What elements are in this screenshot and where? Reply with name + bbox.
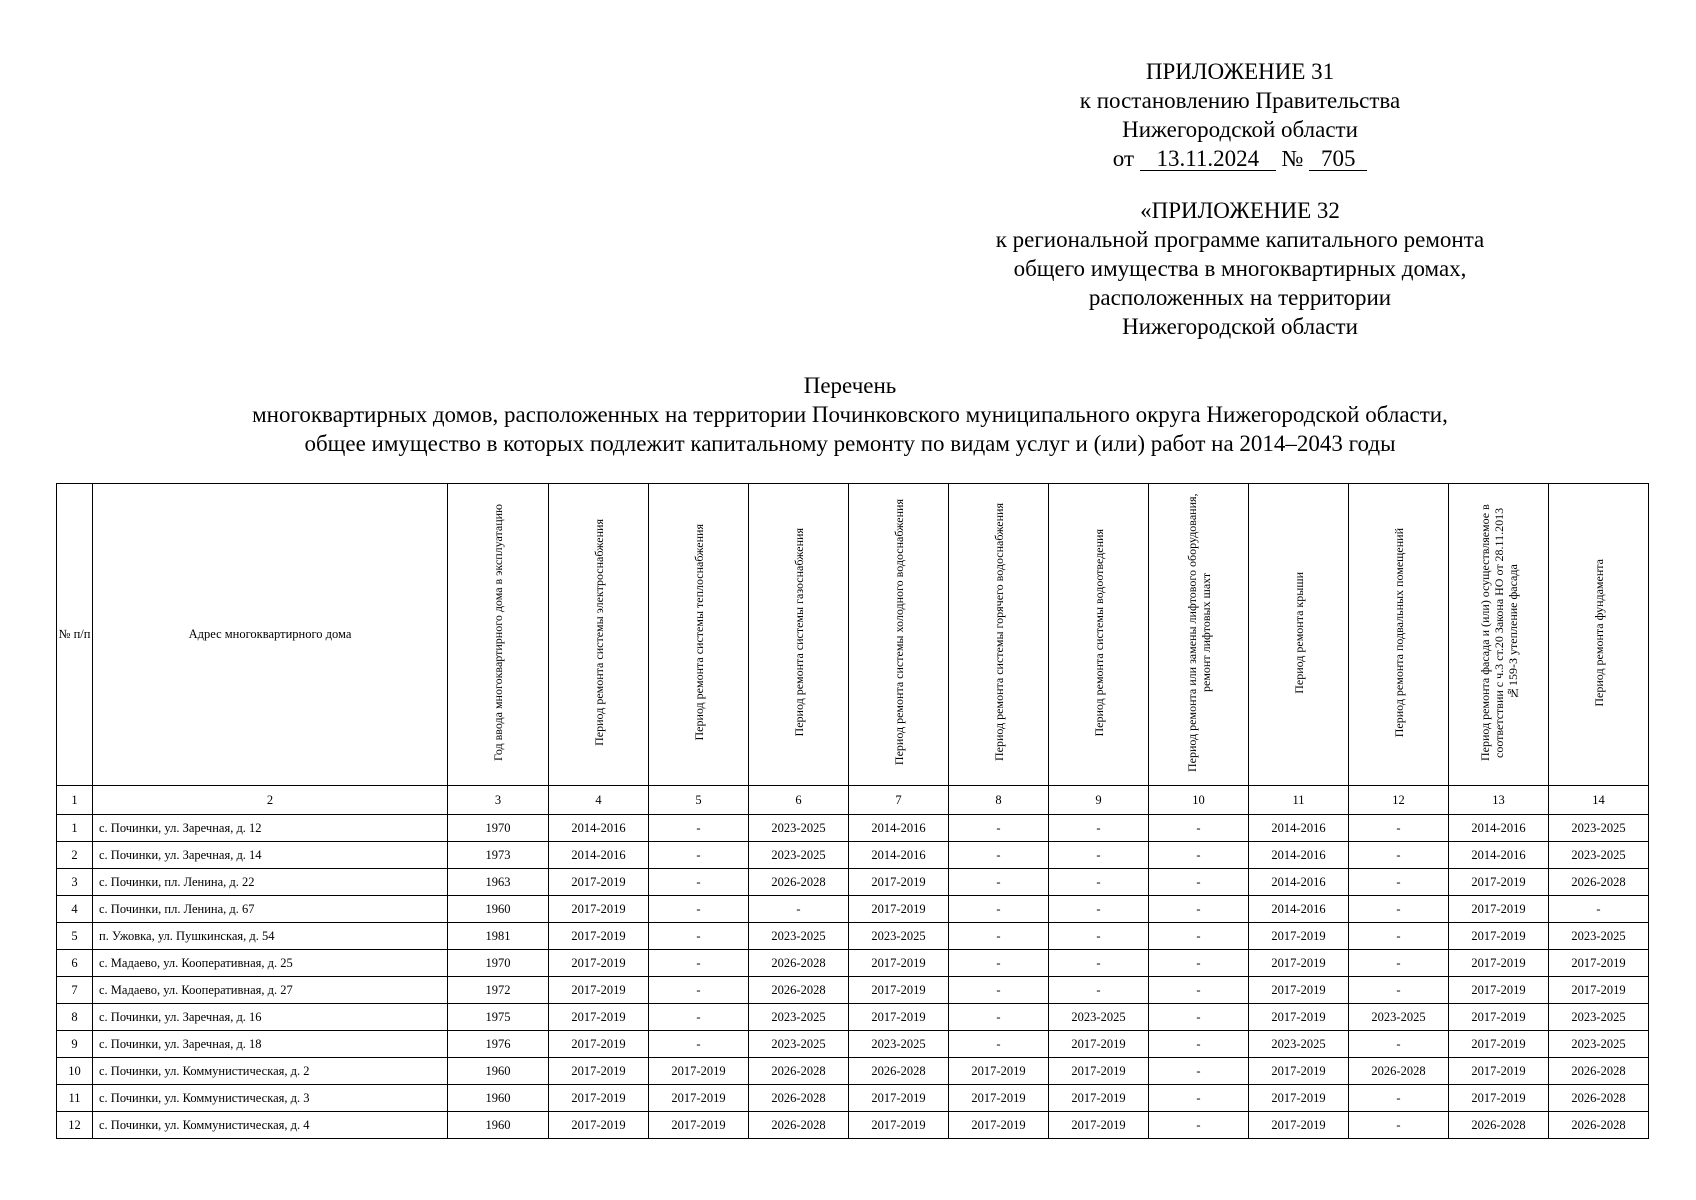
table-cell: 2	[57, 842, 93, 869]
table-cell: 1960	[448, 896, 549, 923]
table-cell: -	[949, 1004, 1049, 1031]
table-cell: 2017-2019	[649, 1058, 749, 1085]
table-cell: -	[949, 950, 1049, 977]
header-address: Адрес многоквартирного дома	[93, 484, 448, 786]
table-cell: 3	[57, 869, 93, 896]
table-cell: -	[649, 950, 749, 977]
header-sewage: Период ремонта системы водоотведения	[1049, 484, 1149, 786]
column-number-cell: 13	[1449, 786, 1549, 815]
table-cell: 2017-2019	[649, 1085, 749, 1112]
table-cell: -	[949, 842, 1049, 869]
table-cell: 2026-2028	[1549, 1058, 1649, 1085]
table-cell: 2014-2016	[1249, 815, 1349, 842]
address-cell: с. Починки, ул. Коммунистическая, д. 4	[93, 1112, 448, 1139]
table-cell: 2017-2019	[1049, 1058, 1149, 1085]
table-cell: 2026-2028	[749, 977, 849, 1004]
table-cell: -	[1349, 923, 1449, 950]
table-cell: 2023-2025	[1549, 842, 1649, 869]
table-cell: 2026-2028	[1549, 1085, 1649, 1112]
table-cell: 1960	[448, 1112, 549, 1139]
table-cell: 2017-2019	[549, 1112, 649, 1139]
table-cell: 2014-2016	[849, 815, 949, 842]
table-cell: -	[1149, 842, 1249, 869]
table-cell: 2017-2019	[849, 896, 949, 923]
table-cell: 2017-2019	[549, 1058, 649, 1085]
table-cell: 2026-2028	[1549, 869, 1649, 896]
table-cell: -	[1149, 1031, 1249, 1058]
table-cell: -	[649, 923, 749, 950]
decree-date: 13.11.2024	[1140, 148, 1276, 171]
table-cell: -	[1149, 950, 1249, 977]
table-cell: 2023-2025	[749, 1031, 849, 1058]
table-cell: 2017-2019	[949, 1112, 1049, 1139]
table-cell: 2023-2025	[749, 1004, 849, 1031]
table-cell: 8	[57, 1004, 93, 1031]
column-number-cell: 4	[549, 786, 649, 815]
table-cell: -	[1349, 869, 1449, 896]
table-cell: 2017-2019	[849, 869, 949, 896]
column-number-cell: 10	[1149, 786, 1249, 815]
table-cell: -	[1149, 869, 1249, 896]
table-cell: -	[1349, 842, 1449, 869]
table-cell: 2017-2019	[1249, 1058, 1349, 1085]
table-cell: 2014-2016	[549, 842, 649, 869]
table-cell: -	[1049, 896, 1149, 923]
table-cell: 2023-2025	[849, 1031, 949, 1058]
table-cell: 9	[57, 1031, 93, 1058]
column-number-row	[57, 786, 1649, 815]
table-cell: 2014-2016	[849, 842, 949, 869]
column-number-cell: 3	[448, 786, 549, 815]
table-cell: -	[949, 923, 1049, 950]
table-cell: 2017-2019	[1449, 1004, 1549, 1031]
header-roof: Период ремонта крыши	[1249, 484, 1349, 786]
table-cell: 2023-2025	[1549, 923, 1649, 950]
table-cell: 2017-2019	[549, 1004, 649, 1031]
table-cell: -	[1149, 1004, 1249, 1031]
table-cell: 2026-2028	[1349, 1058, 1449, 1085]
table-cell: 2017-2019	[849, 1004, 949, 1031]
table-cell: -	[649, 1004, 749, 1031]
table-cell: 2017-2019	[949, 1085, 1049, 1112]
table-row	[57, 1058, 1649, 1085]
table-cell: 2017-2019	[1249, 1004, 1349, 1031]
header-basement: Период ремонта подвальных помещений	[1349, 484, 1449, 786]
table-cell: 2017-2019	[1449, 1031, 1549, 1058]
table-cell: 2017-2019	[1449, 1058, 1549, 1085]
houses-table	[56, 483, 1649, 1139]
table-cell: -	[1349, 896, 1449, 923]
address-cell: с. Починки, ул. Заречная, д. 18	[93, 1031, 448, 1058]
table-cell: 2026-2028	[1449, 1112, 1549, 1139]
table-cell: 1970	[448, 950, 549, 977]
table-cell: 10	[57, 1058, 93, 1085]
table-cell: 1975	[448, 1004, 549, 1031]
header-row	[57, 484, 1649, 786]
table-cell: 2017-2019	[549, 869, 649, 896]
table-cell: 5	[57, 923, 93, 950]
table-cell: -	[1049, 950, 1149, 977]
table-cell: 7	[57, 977, 93, 1004]
table-row	[57, 950, 1649, 977]
table-cell: 2023-2025	[1249, 1031, 1349, 1058]
table-cell: 2017-2019	[1549, 950, 1649, 977]
address-cell: с. Починки, ул. Заречная, д. 14	[93, 842, 448, 869]
table-cell: 12	[57, 1112, 93, 1139]
table-cell: 2014-2016	[549, 815, 649, 842]
document-title	[150, 371, 1550, 458]
table-cell: 2017-2019	[549, 896, 649, 923]
from-label: от	[1112, 146, 1135, 171]
table-row	[57, 923, 1649, 950]
table-cell: 1973	[448, 842, 549, 869]
table-cell: 2017-2019	[549, 1031, 649, 1058]
number-label: №	[1281, 146, 1304, 171]
column-number-cell: 8	[949, 786, 1049, 815]
table-cell: 2017-2019	[1449, 950, 1549, 977]
table-cell: 2017-2019	[849, 977, 949, 1004]
table-cell: -	[1149, 1058, 1249, 1085]
table-cell: 2017-2019	[849, 950, 949, 977]
table-cell: 2017-2019	[1049, 1112, 1149, 1139]
decree-number: 705	[1309, 148, 1367, 171]
table-cell: -	[1149, 977, 1249, 1004]
decree-date-line	[1030, 144, 1450, 173]
table-row	[57, 815, 1649, 842]
appendix-31-line2: к постановлению Правительства	[1079, 88, 1401, 113]
table-cell: 2026-2028	[749, 1058, 849, 1085]
table-cell: 2026-2028	[1549, 1112, 1649, 1139]
header-facade: Период ремонта фасада и (или) осуществляемое в соответствии с ч.3 ст.20 Закона НО от 28.11.2013 №159-З утепление фасада	[1449, 484, 1549, 786]
table-cell: 1970	[448, 815, 549, 842]
table-row	[57, 842, 1649, 869]
title-line3: общее имущество в которых подлежит капитальному ремонту по видам услуг и (или) работ на 2014–2043 годы	[304, 431, 1396, 456]
table-cell: 2026-2028	[749, 950, 849, 977]
table-cell: 2014-2016	[1249, 896, 1349, 923]
table-cell: -	[1049, 842, 1149, 869]
table-cell: 2017-2019	[549, 950, 649, 977]
table-cell: -	[1349, 1031, 1449, 1058]
table-cell: -	[1149, 896, 1249, 923]
table-cell: -	[649, 896, 749, 923]
table-cell: 2026-2028	[749, 1112, 849, 1139]
table-cell: 2017-2019	[1549, 977, 1649, 1004]
table-cell: 6	[57, 950, 93, 977]
table-cell: 2017-2019	[1449, 869, 1549, 896]
table-cell: -	[1549, 896, 1649, 923]
address-cell: с. Починки, пл. Ленина, д. 67	[93, 896, 448, 923]
table-cell: 2023-2025	[749, 923, 849, 950]
table-cell: 2017-2019	[1449, 923, 1549, 950]
appendix-32-title: «ПРИЛОЖЕНИЕ 32	[1140, 198, 1340, 223]
table-cell: 1960	[448, 1058, 549, 1085]
table-cell: 2017-2019	[1249, 923, 1349, 950]
table-cell: -	[1049, 977, 1149, 1004]
title-line2: многоквартирных домов, расположенных на территории Починковского муниципального округа Нижегородской области,	[252, 402, 1448, 427]
table-cell: 2017-2019	[1049, 1031, 1149, 1058]
header-elevator: Период ремонта или замены лифтового оборудования, ремонт лифтовых шахт	[1149, 484, 1249, 786]
table-cell: 2023-2025	[1549, 1004, 1649, 1031]
table-cell: 2014-2016	[1249, 842, 1349, 869]
table-cell: 1963	[448, 869, 549, 896]
table-cell: 1960	[448, 1085, 549, 1112]
table-cell: -	[649, 842, 749, 869]
column-number-cell: 7	[849, 786, 949, 815]
column-number-cell: 2	[93, 786, 448, 815]
table-cell: -	[949, 977, 1049, 1004]
table-cell: 2017-2019	[1249, 950, 1349, 977]
column-number-cell: 11	[1249, 786, 1349, 815]
table-cell: -	[949, 896, 1049, 923]
appendix-31-line3: Нижегородской области	[1122, 117, 1358, 142]
header-heating: Период ремонта системы теплоснабжения	[649, 484, 749, 786]
table-cell: 2017-2019	[1249, 1085, 1349, 1112]
table-row	[57, 869, 1649, 896]
column-number-cell: 14	[1549, 786, 1649, 815]
address-cell: с. Починки, ул. Заречная, д. 12	[93, 815, 448, 842]
address-cell: с. Починки, пл. Ленина, д. 22	[93, 869, 448, 896]
header-hot-water: Период ремонта системы горячего водоснабжения	[949, 484, 1049, 786]
address-cell: с. Починки, ул. Коммунистическая, д. 2	[93, 1058, 448, 1085]
column-number-cell: 9	[1049, 786, 1149, 815]
table-cell: 2014-2016	[1449, 842, 1549, 869]
table-cell: 2023-2025	[1549, 815, 1649, 842]
appendix-32-block	[930, 196, 1550, 341]
table-cell: -	[1349, 950, 1449, 977]
appendix-32-line4: расположенных на территории	[1088, 285, 1392, 310]
table-cell: -	[1349, 977, 1449, 1004]
table-cell: -	[1149, 815, 1249, 842]
table-cell: 2014-2016	[1249, 869, 1349, 896]
table-cell: -	[1149, 1085, 1249, 1112]
table-cell: 2017-2019	[1449, 1085, 1549, 1112]
column-number-cell: 6	[749, 786, 849, 815]
table-cell: 2017-2019	[649, 1112, 749, 1139]
table-cell: 2026-2028	[849, 1058, 949, 1085]
appendix-32-line5: Нижегородской области	[1122, 314, 1358, 339]
table-cell: 2023-2025	[849, 923, 949, 950]
address-cell: с. Мадаево, ул. Кооперативная, д. 27	[93, 977, 448, 1004]
table-cell: -	[1049, 815, 1149, 842]
table-cell: -	[949, 869, 1049, 896]
table-body	[57, 815, 1649, 1139]
table-cell: 2026-2028	[749, 1085, 849, 1112]
table-cell: 2017-2019	[1249, 977, 1349, 1004]
address-cell: с. Починки, ул. Заречная, д. 16	[93, 1004, 448, 1031]
table-cell: -	[1349, 1112, 1449, 1139]
address-cell: п. Ужовка, ул. Пушкинская, д. 54	[93, 923, 448, 950]
table-cell: 2017-2019	[1449, 977, 1549, 1004]
table-cell: 2017-2019	[949, 1058, 1049, 1085]
table-row	[57, 1031, 1649, 1058]
table-cell: -	[649, 1031, 749, 1058]
address-cell: с. Мадаево, ул. Кооперативная, д. 25	[93, 950, 448, 977]
table-cell: 2014-2016	[1449, 815, 1549, 842]
table-row	[57, 1085, 1649, 1112]
table-cell: -	[749, 896, 849, 923]
table-row	[57, 896, 1649, 923]
table-cell: -	[1349, 815, 1449, 842]
table-cell: -	[649, 977, 749, 1004]
header-year: Год ввода многоквартирного дома в эксплуатацию	[448, 484, 549, 786]
address-cell: с. Починки, ул. Коммунистическая, д. 3	[93, 1085, 448, 1112]
table-row	[57, 1004, 1649, 1031]
header-foundation: Период ремонта фундамента	[1549, 484, 1649, 786]
table-cell: 2017-2019	[849, 1112, 949, 1139]
table-cell: 2017-2019	[1249, 1112, 1349, 1139]
table-cell: -	[949, 815, 1049, 842]
table-cell: -	[1149, 923, 1249, 950]
table-cell: 2023-2025	[1549, 1031, 1649, 1058]
table-cell: 2023-2025	[749, 815, 849, 842]
table-cell: 2026-2028	[749, 869, 849, 896]
table-cell: -	[649, 815, 749, 842]
column-number-cell: 1	[57, 786, 93, 815]
table-cell: 2023-2025	[1049, 1004, 1149, 1031]
table-cell: -	[1149, 1112, 1249, 1139]
table-cell: 2017-2019	[549, 1085, 649, 1112]
table-cell: 4	[57, 896, 93, 923]
table-cell: 2017-2019	[849, 1085, 949, 1112]
table-cell: 1	[57, 815, 93, 842]
header-cold-water: Период ремонта системы холодного водоснабжения	[849, 484, 949, 786]
appendix-31-title: ПРИЛОЖЕНИЕ 31	[1145, 59, 1335, 84]
table-cell: 1976	[448, 1031, 549, 1058]
appendix-32-line2: к региональной программе капитального ремонта	[995, 227, 1485, 252]
table-cell: 1981	[448, 923, 549, 950]
table-cell: -	[949, 1031, 1049, 1058]
table-cell: -	[649, 869, 749, 896]
table-cell: 11	[57, 1085, 93, 1112]
table-cell: -	[1049, 869, 1149, 896]
table-cell: 1972	[448, 977, 549, 1004]
table-cell: -	[1349, 1085, 1449, 1112]
table-cell: 2017-2019	[549, 977, 649, 1004]
title-line1: Перечень	[803, 373, 897, 398]
table-cell: 2017-2019	[1049, 1085, 1149, 1112]
table-cell: 2017-2019	[549, 923, 649, 950]
appendix-32-line3: общего имущества в многоквартирных домах,	[1013, 256, 1467, 281]
appendix-31-block	[1030, 57, 1450, 173]
header-gas: Период ремонта системы газоснабжения	[749, 484, 849, 786]
table-row	[57, 1112, 1649, 1139]
header-electric: Период ремонта системы электроснабжения	[549, 484, 649, 786]
header-number: № п/п	[57, 484, 93, 786]
table-cell: 2017-2019	[1449, 896, 1549, 923]
table-cell: 2023-2025	[1349, 1004, 1449, 1031]
column-number-cell: 12	[1349, 786, 1449, 815]
table-cell: -	[1049, 923, 1149, 950]
table-cell: 2023-2025	[749, 842, 849, 869]
table-row	[57, 977, 1649, 1004]
column-number-cell: 5	[649, 786, 749, 815]
